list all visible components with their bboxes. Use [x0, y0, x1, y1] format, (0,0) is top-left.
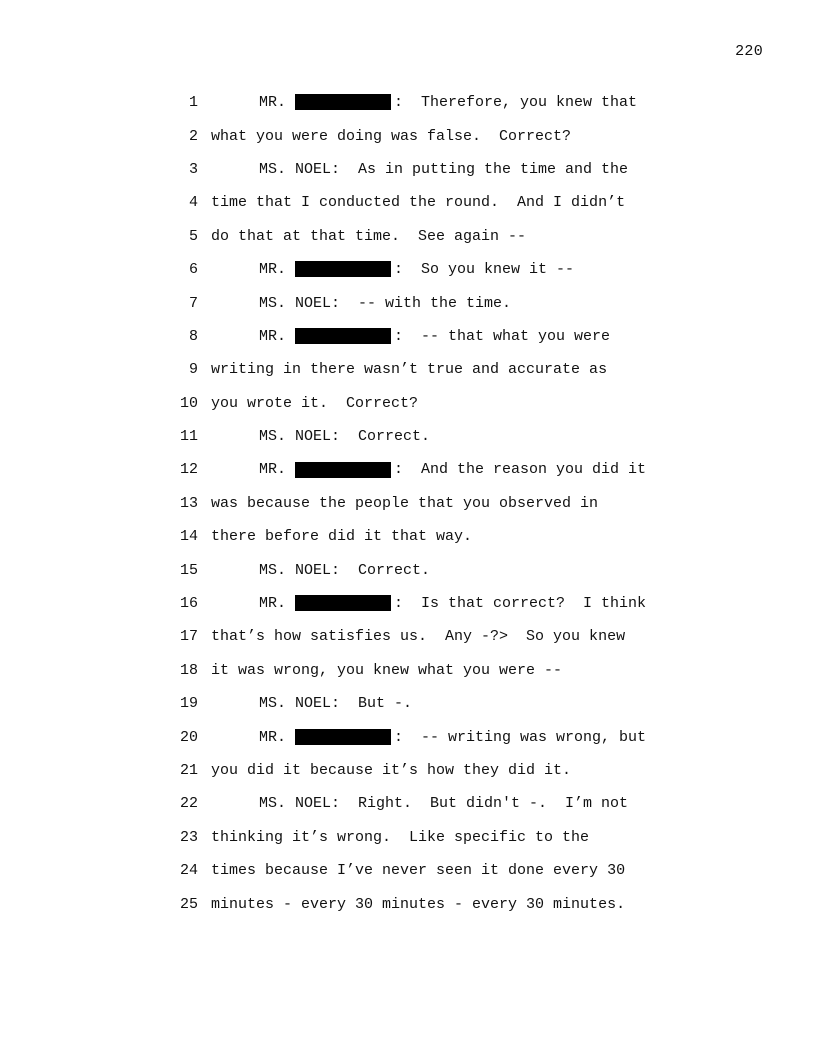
transcript-line — [170, 821, 710, 854]
transcript-line — [170, 654, 710, 687]
line-content: : -- writing was wrong, but — [394, 728, 647, 746]
transcript-line — [170, 453, 710, 486]
transcript-line — [170, 487, 710, 520]
line-number: 1 — [188, 94, 198, 112]
line-number: 17 — [179, 628, 198, 646]
line-text: it was wrong, you knew what you were -- — [211, 661, 563, 679]
transcript-line — [170, 854, 710, 887]
transcript-line — [170, 353, 710, 386]
line-number: 20 — [179, 728, 198, 746]
line-number: 7 — [188, 294, 198, 312]
transcript-body — [170, 86, 710, 921]
redaction-box — [295, 328, 391, 344]
line-number: 19 — [179, 695, 198, 713]
line-text — [198, 295, 511, 312]
transcript-line — [170, 119, 710, 152]
transcript-line — [170, 387, 710, 420]
line-content: -- with the time. — [340, 294, 512, 312]
line-content: As in putting the time and the — [340, 160, 629, 178]
line-text — [198, 94, 637, 111]
line-number: 16 — [179, 595, 198, 613]
line-number: 9 — [188, 361, 198, 379]
line-text: what you were doing was false. Correct? — [211, 127, 572, 145]
speaker-label: MR. — [259, 461, 287, 479]
transcript-line — [170, 587, 710, 620]
speaker-label: MS. NOEL: — [259, 561, 341, 579]
line-text — [198, 428, 430, 445]
line-text — [198, 328, 610, 345]
transcript-line — [170, 553, 710, 586]
line-number: 22 — [179, 795, 198, 813]
line-text: thinking it’s wrong. Like specific to the — [211, 828, 590, 846]
line-number: 3 — [188, 160, 198, 178]
redaction-box — [295, 729, 391, 745]
line-text — [198, 795, 628, 812]
line-number: 11 — [179, 428, 198, 446]
transcript-line — [170, 720, 710, 753]
transcript-line — [170, 220, 710, 253]
line-number: 4 — [188, 194, 198, 212]
line-text: you wrote it. Correct? — [211, 394, 419, 412]
line-number: 21 — [179, 762, 198, 779]
speaker-label: MR. — [259, 94, 287, 112]
speaker-label: MS. NOEL: — [259, 160, 341, 178]
transcript-line — [170, 420, 710, 453]
line-text — [198, 695, 412, 712]
speaker-label: MR. — [259, 261, 287, 279]
line-number: 23 — [179, 828, 198, 846]
line-text: you did it because it’s how they did it. — [211, 762, 572, 779]
redaction-box — [295, 462, 391, 478]
line-text — [198, 729, 646, 746]
line-number: 25 — [179, 895, 198, 913]
speaker-label: MS. NOEL: — [259, 428, 341, 446]
line-text: times because I’ve never seen it done every 30 — [211, 862, 626, 880]
transcript-line — [170, 86, 710, 119]
line-text — [198, 595, 646, 612]
line-number: 13 — [179, 494, 198, 512]
transcript-line — [170, 887, 710, 920]
line-content: But -. — [340, 695, 413, 713]
redaction-box — [295, 595, 391, 611]
line-number: 10 — [179, 394, 198, 412]
line-number: 15 — [179, 561, 198, 579]
speaker-label: MS. NOEL: — [259, 294, 341, 312]
line-content: : And the reason you did it — [394, 461, 647, 479]
line-text — [198, 161, 628, 178]
line-number: 24 — [179, 862, 198, 880]
line-text: was because the people that you observed in — [211, 494, 599, 512]
page-number: 220 — [735, 43, 763, 60]
line-text: minutes - every 30 minutes - every 30 minutes. — [211, 895, 626, 913]
transcript-line — [170, 754, 710, 787]
speaker-label: MR. — [259, 595, 287, 613]
line-text: writing in there wasn’t true and accurate as — [211, 361, 608, 379]
transcript-line — [170, 620, 710, 653]
speaker-label: MS. NOEL: — [259, 795, 341, 813]
speaker-label: MR. — [259, 728, 287, 746]
transcript-line — [170, 286, 710, 319]
line-text — [198, 562, 430, 579]
transcript-line — [170, 320, 710, 353]
line-content: Correct. — [340, 428, 431, 446]
line-text: time that I conducted the round. And I didn’t — [211, 194, 626, 212]
line-number: 5 — [188, 227, 198, 245]
line-content: Right. But didn't -. I’m not — [340, 795, 629, 813]
line-text: that’s how satisfies us. Any -?> So you knew — [211, 628, 626, 646]
line-number: 18 — [179, 661, 198, 679]
line-text — [198, 261, 574, 278]
redaction-box — [295, 261, 391, 277]
line-text: there before did it that way. — [211, 528, 473, 546]
transcript-line — [170, 787, 710, 820]
redaction-box — [295, 94, 391, 110]
transcript-line — [170, 687, 710, 720]
line-text — [198, 461, 646, 478]
line-number: 6 — [188, 261, 198, 279]
line-number: 2 — [188, 127, 198, 145]
line-number: 12 — [179, 461, 198, 479]
transcript-line — [170, 253, 710, 286]
transcript-line — [170, 153, 710, 186]
line-text: do that at that time. See again -- — [211, 227, 527, 245]
line-content: Correct. — [340, 561, 431, 579]
line-content: : So you knew it -- — [394, 261, 575, 279]
line-content: : Is that correct? I think — [394, 595, 647, 613]
transcript-line — [170, 520, 710, 553]
line-number: 14 — [179, 528, 198, 546]
transcript-line — [170, 186, 710, 219]
line-number: 8 — [188, 327, 198, 345]
speaker-label: MS. NOEL: — [259, 695, 341, 713]
line-content: : -- that what you were — [394, 327, 611, 345]
speaker-label: MR. — [259, 327, 287, 345]
line-content: : Therefore, you knew that — [394, 94, 638, 112]
